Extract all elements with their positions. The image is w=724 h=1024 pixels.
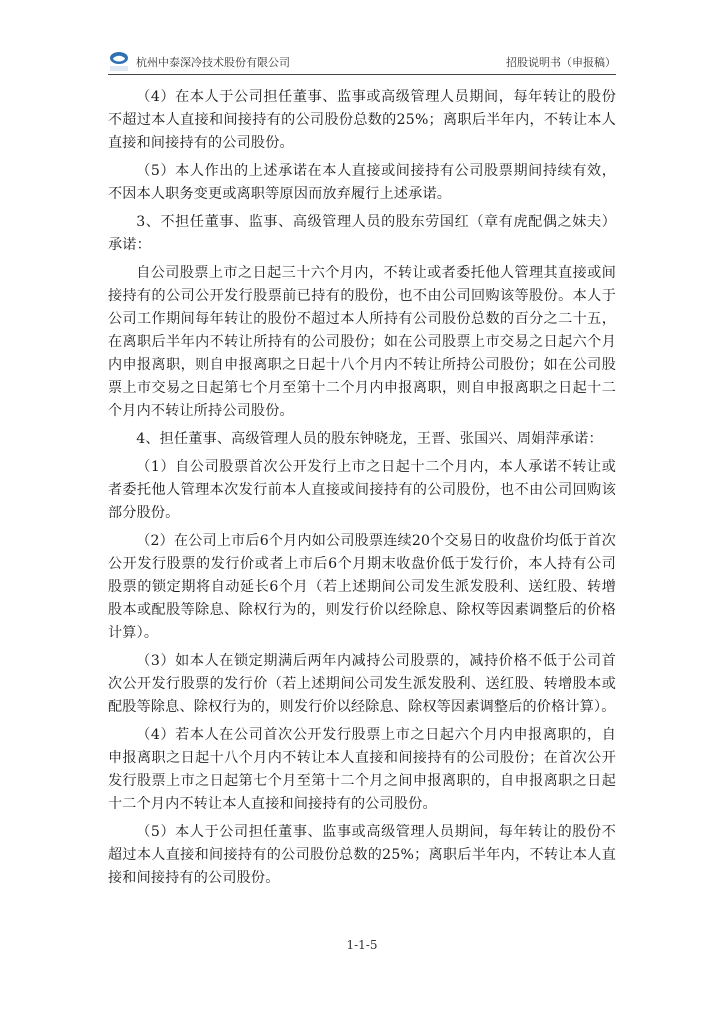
paragraph: （5）本人于公司担任董事、监事或高级管理人员期间，每年转让的股份不超过本人直接和间接持有的公司股份总数的25%；离职后半年内，不转让本人直接和间接持有的公司股份。 (108, 824, 616, 886)
document-title: 招股说明书（申报稿） (506, 56, 616, 69)
paragraph: 4、担任董事、高级管理人员的股东钟晓龙，王晋、张国兴、周娟萍承诺： (136, 431, 603, 447)
company-logo-icon (108, 50, 130, 74)
paragraph: （1）自公司股票首次公开发行上市之日起十二个月内，本人承诺不转让或者委托他人管理本次发行前本人直接或间接持有的公司股份，也不由公司回购该部分股份。 (108, 459, 616, 521)
paragraph: 3、不担任董事、监事、高级管理人员的股东劳国红（章有虎配偶之妹夫）承诺： (108, 214, 616, 253)
document-body (108, 86, 616, 895)
paragraph: （3）如本人在锁定期满后两年内减持公司股票的，减持价格不低于公司首次公开发行股票的发行价（若上述期间公司发生派发股利、送红股、转增股本或配股等除息、除权行为的，则发行价以经除息、除权等因素调整后的价格计算）。 (108, 653, 616, 715)
paragraph: （4）在本人于公司担任董事、监事或高级管理人员期间，每年转让的股份不超过本人直接和间接持有的公司股份总数的25%；离职后半年内，不转让本人直接和间接持有的公司股份。 (108, 89, 616, 151)
company-name: 杭州中泰深冷技术股份有限公司 (136, 56, 290, 69)
page-header (108, 48, 616, 76)
paragraph: （2）在公司上市后6个月内如公司股票连续20个交易日的收盘价均低于首次公开发行股票的发行价或者上市后6个月期末收盘价低于发行价，本人持有公司股票的锁定期将自动延长6个月（若上述期间公司发生派发股利、送红股、转增股本或配股等除息、除权行为的，则发行价以经除息、除权等因素调整后的价格计算）。 (108, 533, 616, 641)
paragraph: （4）若本人在公司首次公开发行股票上市之日起六个月内申报离职的，自申报离职之日起十八个月内不转让本人直接和间接持有的公司股份；在首次公开发行股票上市之日起第七个月至第十二个月之间申报离职的，自申报离职之日起十二个月内不转让本人直接和间接持有的公司股份。 (108, 727, 616, 812)
header-divider (108, 74, 616, 75)
page-number: 1-1-5 (346, 938, 378, 952)
paragraph: 自公司股票上市之日起三十六个月内，不转让或者委托他人管理其直接或间接持有的公司公开发行股票前已持有的股份，也不由公司回购该等股份。本人于公司工作期间每年转让的股份不超过本人所持有公司股份总数的百分之二十五，在离职后半年内不转让所持有的公司股份；如在公司股票上市交易之日起六个月内申报离职，则自申报离职之日起十八个月内不转让所持公司股份；如在公司股票上市交易之日起第七个月至第十二个月内申报离职，则自申报离职之日起十二个月内不转让所持公司股份。 (108, 265, 616, 419)
paragraph: （5）本人作出的上述承诺在本人直接或间接持有公司股票期间持续有效，不因本人职务变更或离职等原因而放弃履行上述承诺。 (108, 163, 616, 202)
